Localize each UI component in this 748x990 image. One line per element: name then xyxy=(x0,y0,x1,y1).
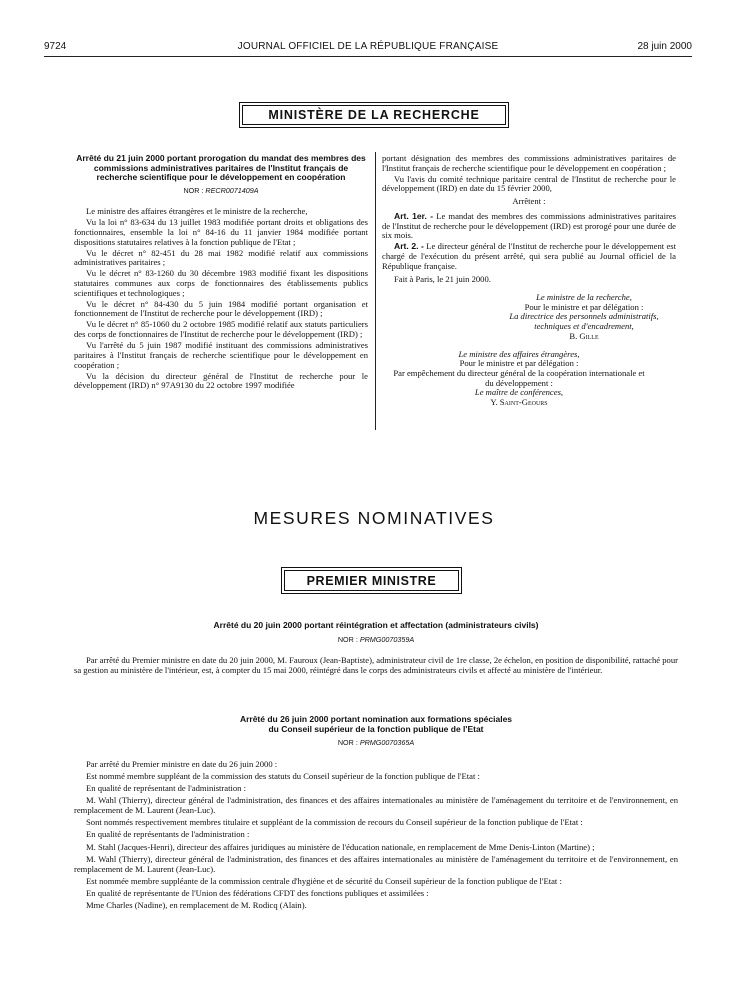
arretent-line: Arrêtent : xyxy=(512,196,546,207)
signatory-role: Le ministre des affaires étrangères, xyxy=(458,348,580,359)
visa-paragraph: Vu la décision du directeur général de l'Institut de recherche pour le développement (IRD) n° 97A9130 du 22 octobre 1997 modifiée xyxy=(74,370,368,391)
signatory-title: La directrice des personnels administratifs, techniques et d'encadrement, xyxy=(509,311,659,332)
article-label: Art. 1er. - xyxy=(394,210,434,221)
nor-code: PRMG0070359A xyxy=(359,634,415,644)
visa-paragraph: Vu le décret n° 83-1260 du 30 décembre 1983 modifié fixant les dispositions statutaires communes aux corps de fonctionnaires des établissements publics scientifiques et technologiques ; xyxy=(74,268,368,298)
article-label: Art. 2. - xyxy=(394,241,424,252)
nor-code: PRMG0070365A xyxy=(359,738,415,747)
arrete-body: Par arrêté du Premier ministre en date du 20 juin 2000, M. Fauroux (Jean-Baptiste), administrateur civil de 1re classe, 2e échelon, en position de disponibilité, rattaché pour sa gestion au ministère de l'intérieur, est, à compter du 15 mai 2000, réintégré dans le corps des administrateurs civils et affecté au ministère de l'intérieur. xyxy=(74,655,678,675)
body-paragraph: M. Stahl (Jacques-Henri), directeur des affaires juridiques au ministère de l'éducation nationale, en remplacement de Mme Denis-Linton (Martine) ; xyxy=(86,841,595,852)
nor-label: NOR : xyxy=(183,185,204,195)
signatory-name: B. Gille xyxy=(569,330,599,341)
body-paragraph: Mme Charles (Nadine), en remplacement de M. Rodicq (Alain). xyxy=(86,900,307,911)
signatory-role: Le ministre de la recherche, xyxy=(536,292,632,303)
signature-block-research xyxy=(492,293,676,342)
right-column xyxy=(382,154,676,408)
body-paragraph: M. Wahl (Thierry), directeur général de l'administration, des finances et des affaires internationales au ministère de l'aménagement du territoire et de l'environnement, en remplacement de M. Laurent (Jean-Luc). xyxy=(74,853,678,874)
article-1 xyxy=(382,212,676,241)
body-paragraph: Par arrêté du Premier ministre en date du 26 juin 2000 : xyxy=(86,758,278,769)
ministry-heading-box xyxy=(239,102,509,128)
page-header xyxy=(44,40,692,57)
visa-paragraph: Vu l'arrêté du 5 juin 1987 modifié instituant des commissions administratives paritaires à l'Institut français de recherche scientifique pour le développement en coopération ; xyxy=(74,340,368,370)
signatory-delegation: Pour le ministre et par délégation : xyxy=(524,301,644,312)
signatory-impediment: Par empêchement du directeur général de la coopération internationale et du développement : xyxy=(393,367,645,388)
signatory-name: Y. Saint-Geours xyxy=(490,397,548,408)
body-paragraph: M. Wahl (Thierry), directeur général de l'administration, des finances et des affaires internationales au ministère de l'aménagement du territoire et de l'environnement, en remplacement de M. Laurent (Jean-Luc). xyxy=(74,795,678,816)
signatory-title: Le maître de conférences, xyxy=(474,387,564,398)
arrete-reintegration xyxy=(74,621,678,678)
article-text: Le directeur général de l'Institut de recherche pour le développement est chargé de l'exécution du présent arrêté, qui sera publié au Journal officiel de la République française. xyxy=(382,241,676,271)
done-at-line: Fait à Paris, le 21 juin 2000. xyxy=(394,274,491,285)
body-paragraph: En qualité de représentants de l'administration : xyxy=(86,829,250,840)
column-divider xyxy=(375,152,376,430)
visa-paragraph: Le ministre des affaires étrangères et le ministre de la recherche, xyxy=(86,206,308,217)
premier-ministre-box xyxy=(281,567,462,594)
page-number: 9724 xyxy=(44,41,67,52)
premier-ministre-heading: PREMIER MINISTRE xyxy=(284,570,459,591)
arrete-title xyxy=(74,715,678,734)
article-2 xyxy=(382,242,676,271)
nor-reference xyxy=(74,635,678,645)
body-paragraph: En qualité de représentant de l'administration : xyxy=(86,783,247,794)
visa-paragraph: Vu la loi n° 83-634 du 13 juillet 1983 modifiée portant droits et obligations des fonctionnaires, ensemble la loi n° 84-16 du 11 janvier 1984 modifiée portant dispositions statutaires relatives à la fonction publique de l'Etat ; xyxy=(74,217,368,247)
left-column xyxy=(74,154,368,392)
journal-title: JOURNAL OFFICIEL DE LA RÉPUBLIQUE FRANÇAISE xyxy=(237,41,499,52)
body-paragraph: Est nommée membre suppléante de la commission centrale d'hygiène et de sécurité du Conseil supérieur de la fonction publique de l'Etat : xyxy=(86,875,562,886)
visa-paragraph: Vu le décret n° 85-1060 du 2 octobre 1985 modifié relatif aux statuts particuliers des corps de fonctionnaires de l'Institut de recherche pour le développement (IRD) ; xyxy=(74,319,368,340)
visa-paragraph: Vu le décret n° 82-451 du 28 mai 1982 modifié relatif aux commissions administratives paritaires ; xyxy=(74,247,368,268)
nor-label: NOR : xyxy=(337,634,358,644)
arrete-title: Arrêté du 20 juin 2000 portant réintégration et affectation (administrateurs civils) xyxy=(213,620,539,630)
nor-reference xyxy=(74,186,368,196)
nor-label: NOR : xyxy=(337,738,358,747)
visa-paragraph: Vu l'avis du comité technique paritaire central de l'Institut de recherche pour le développement (IRD) en date du 15 février 2000, xyxy=(382,173,676,194)
visa-paragraph: Vu le décret n° 84-430 du 5 juin 1984 modifié portant organisation et fonctionnement de l'Institut de recherche pour le développement (IRD) ; xyxy=(74,298,368,319)
issue-date: 28 juin 2000 xyxy=(637,41,692,52)
article-text: Le mandat des membres des commissions administratives paritaires de l'Institut de recherche pour le développement (IRD) est prorogé pour une durée de six mois. xyxy=(382,210,676,241)
visa-continuation: portant désignation des membres des commissions administratives paritaires de l'Institut français de recherche scientifique pour le développement en coopération ; xyxy=(382,153,676,173)
arrete-nomination xyxy=(74,715,678,913)
arrete-title-line: du Conseil supérieur de la fonction publique de l'Etat xyxy=(268,723,484,734)
signatory-delegation: Pour le ministre et par délégation : xyxy=(459,358,579,369)
ministry-heading: MINISTÈRE DE LA RECHERCHE xyxy=(242,105,506,125)
arrete-title: Arrêté du 21 juin 2000 portant prorogation du mandat des membres des commissions administratives paritaires de l'Institut français de recherche scientifique pour le développement en coopération xyxy=(76,153,366,182)
section-title: MESURES NOMINATIVES xyxy=(253,508,495,528)
arrete-title-line: Arrêté du 26 juin 2000 portant nomination aux formations spéciales xyxy=(239,714,513,724)
nor-reference xyxy=(74,738,678,748)
signature-block-foreign-affairs xyxy=(392,350,646,408)
body-paragraph: Est nommé membre suppléant de la commission des statuts du Conseil supérieur de la fonction publique de l'Etat : xyxy=(86,770,480,781)
body-paragraph: En qualité de représentante de l'Union des fédérations CFDT des fonctions publiques et assimilées : xyxy=(86,887,429,898)
body-paragraph: Sont nommés respectivement membres titulaire et suppléant de la commission de recours du Conseil supérieur de la fonction publique de l'Etat : xyxy=(86,817,583,828)
nor-code: RECR0071409A xyxy=(205,185,259,195)
